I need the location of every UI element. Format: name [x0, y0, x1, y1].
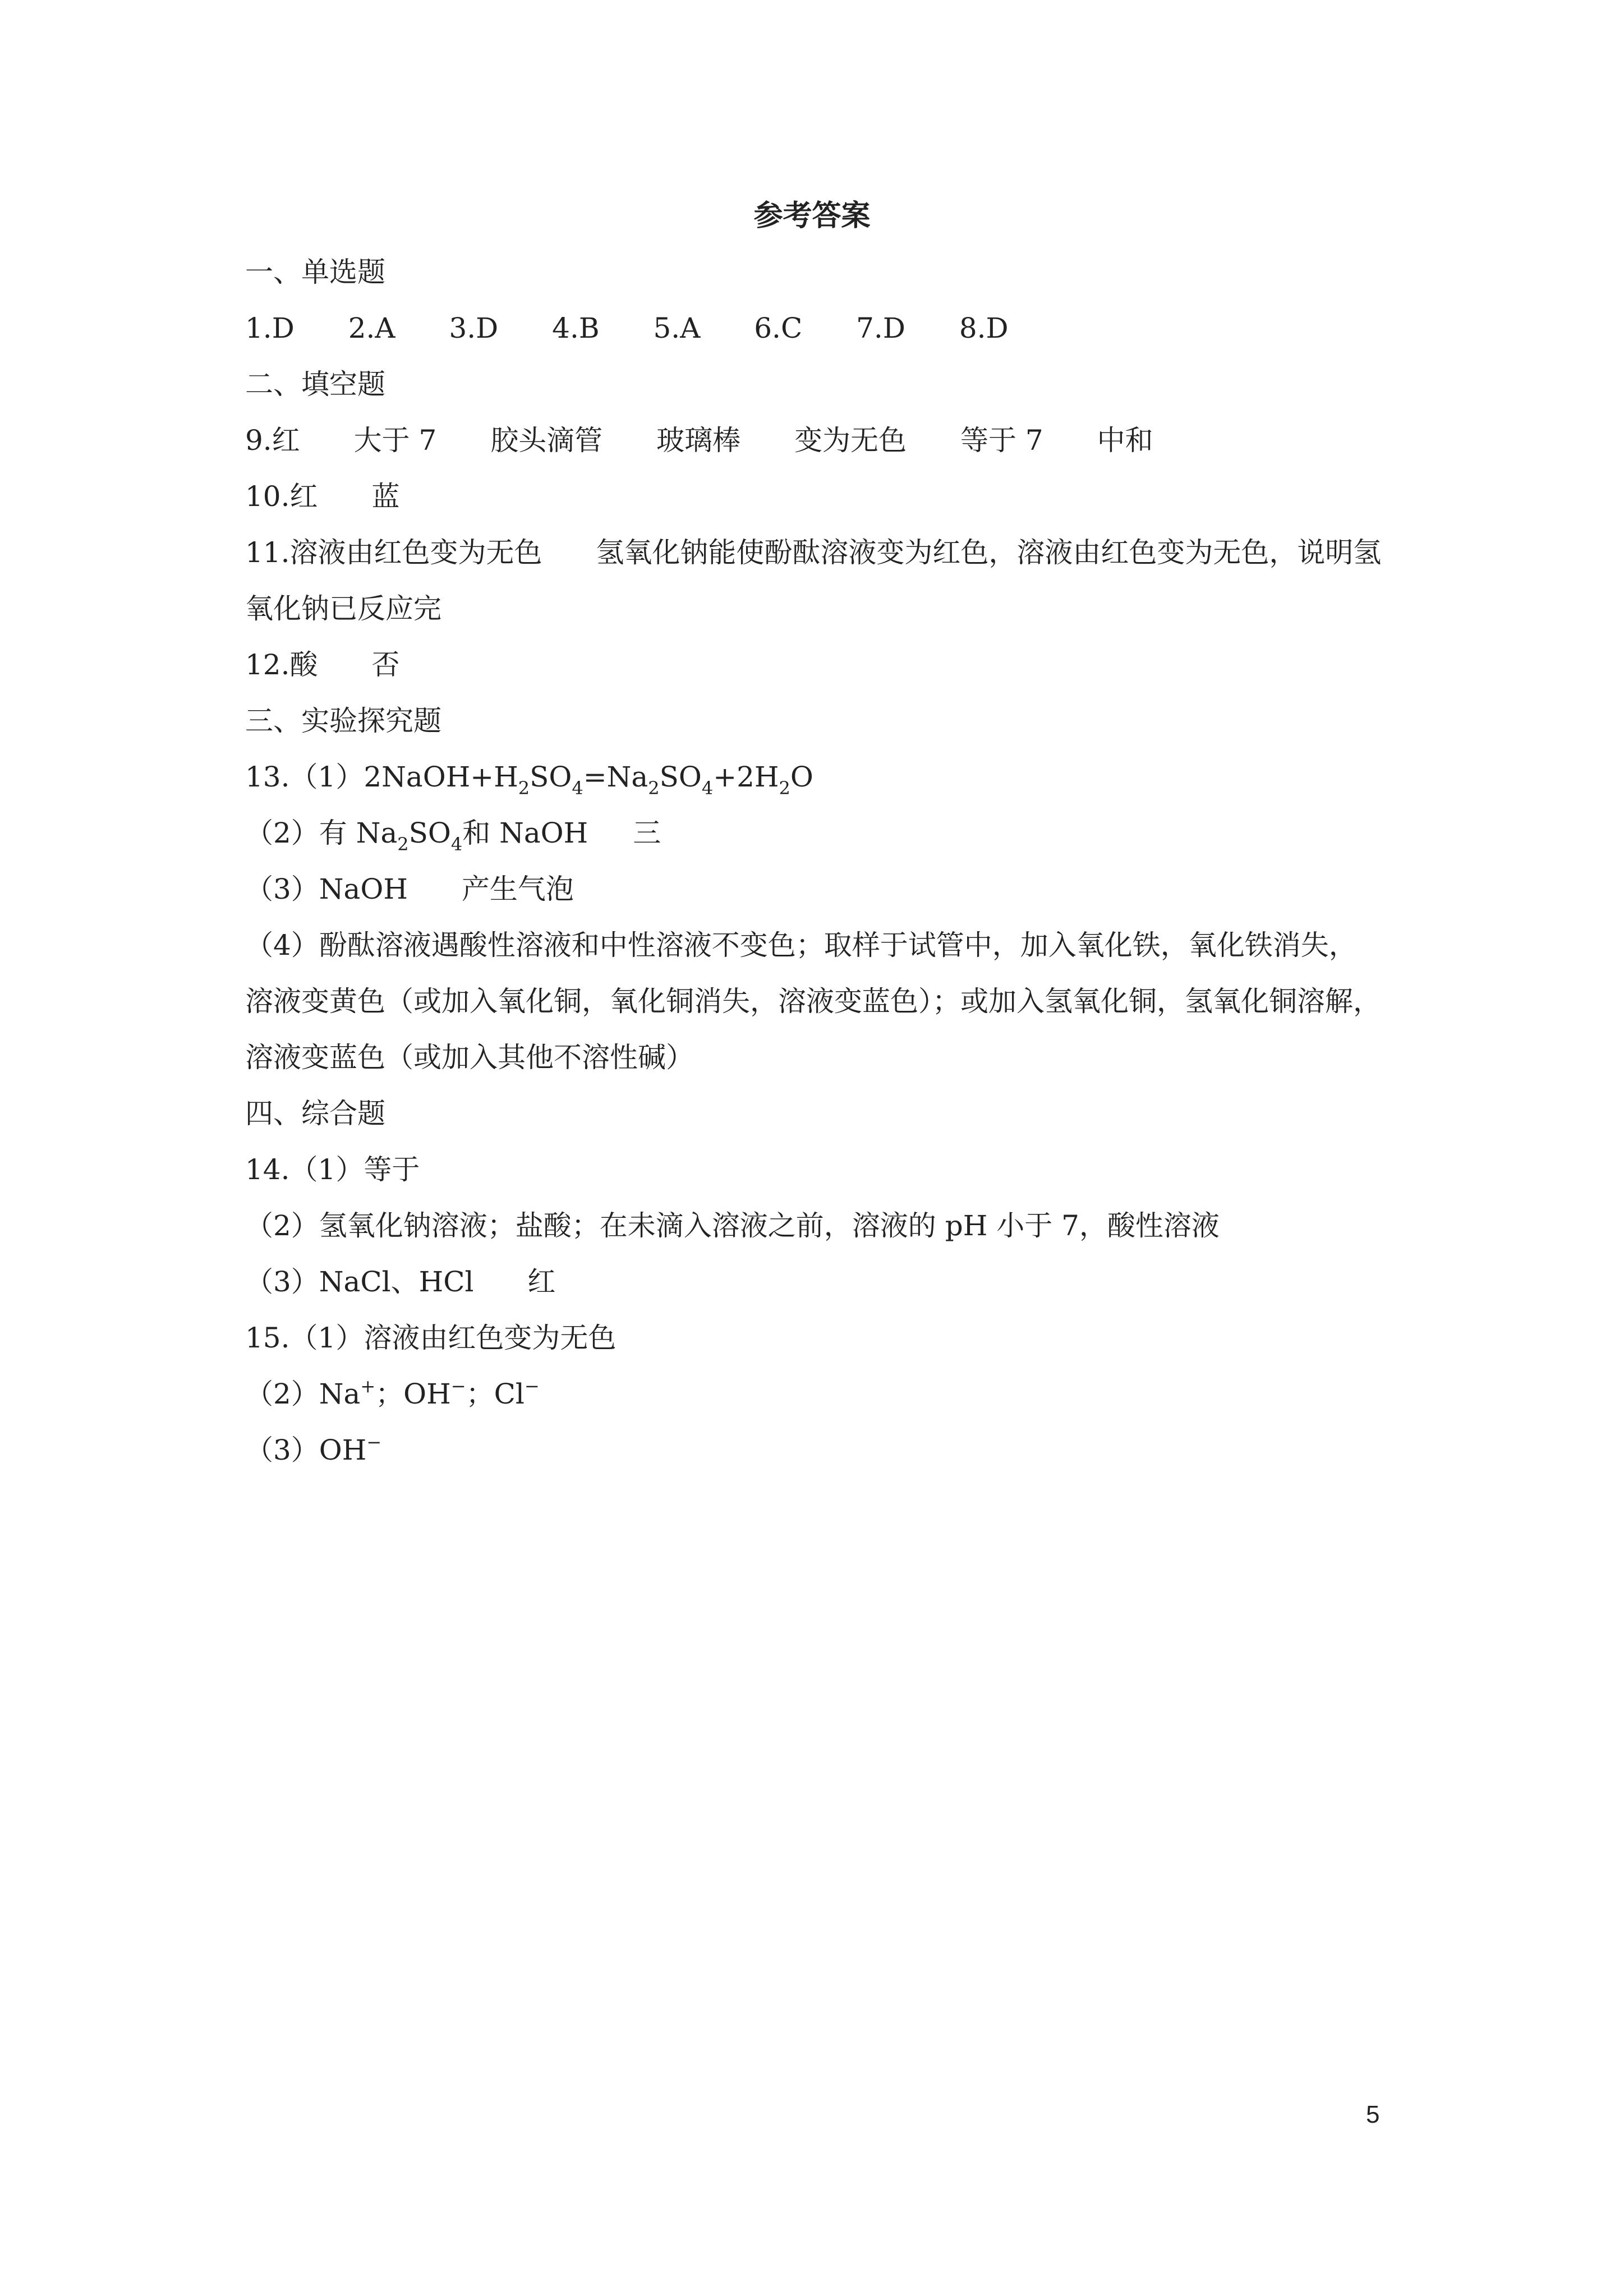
answer-8: 8.D: [959, 312, 1009, 344]
page-title: 参考答案: [753, 199, 871, 233]
answer-2: 2.A: [348, 312, 395, 344]
section-heading-single-choice: 一、单选题: [245, 256, 385, 288]
answer-13-2: （2）有 $Na_2SO_4$和 NaOH 三: [245, 817, 661, 855]
answer-13-4-line-2: 溶液变黄色（或加入氧化铜，氧化铜消失，溶液变蓝色）；或加入氢氧化铜，氢氧化铜溶解，: [245, 985, 1381, 1018]
answer-14-1: 14.（1）等于: [245, 1153, 420, 1186]
answer-line-11: [245, 530, 1401, 575]
answer-9-part: 大于 7: [353, 424, 437, 457]
answer-11-part: 11.溶液由红色变为无色: [245, 536, 542, 569]
answer-line-10: [245, 474, 1401, 519]
answer-9-part: 变为无色: [794, 424, 907, 457]
answer-11-part: 氢氧化钠能使酚酞溶液变为红色，溶液由红色变为无色，说明氢: [596, 536, 1382, 569]
answer-6: 6.C: [754, 312, 803, 344]
answer-7: 7.D: [856, 312, 905, 344]
answer-4: 4.B: [552, 312, 600, 344]
answer-15-2: （2）Na+；OH−；Cl−: [245, 1375, 540, 1410]
section-heading-comprehensive: 四、综合题: [245, 1097, 385, 1130]
answer-14-3: （3）NaCl、HCl 红: [245, 1266, 556, 1298]
section-heading-experiment: 三、实验探究题: [245, 705, 441, 737]
answer-3: 3.D: [449, 312, 499, 344]
answer-9-part: 等于 7: [960, 424, 1043, 457]
answer-line-12: [245, 642, 1401, 687]
answer-13-1-equation: $13.(1)2NaOH+H_2SO_4=Na_2SO_4+2H_2O$: [245, 761, 813, 799]
answer-1: 1.D: [245, 312, 295, 344]
answer-10-part: 蓝: [371, 480, 400, 513]
answer-15-3: （3）OH−: [245, 1432, 382, 1466]
answer-15-1: 15.（1）溶液由红色变为无色: [245, 1322, 617, 1354]
answer-10-part: 10.红: [245, 480, 318, 513]
answer-13-4-line-1: （4）酚酞溶液遇酸性溶液和中性溶液不变色；取样于试管中，加入氧化铁，氧化铁消失，: [245, 929, 1357, 961]
answer-9-part: 9.红: [245, 424, 300, 457]
answer-9-part: 中和: [1097, 424, 1153, 457]
answer-line-11-continued: 氧化钠已反应完: [245, 592, 441, 625]
answer-9-part: 玻璃棒: [656, 424, 741, 457]
answer-13-3: （3）NaOH 产生气泡: [245, 873, 574, 905]
answer-14-2: （2）氢氧化钠溶液；盐酸；在未滴入溶液之前，溶液的 pH 小于 7，酸性溶液: [245, 1209, 1220, 1242]
answer-5: 5.A: [653, 312, 701, 344]
answer-13-4-line-3: 溶液变蓝色（或加入其他不溶性碱）: [245, 1041, 694, 1074]
answer-line-9: [245, 418, 1401, 463]
answer-12-part: 12.酸: [245, 648, 318, 681]
multiple-choice-answers: [245, 306, 1401, 351]
page-number: 5: [1366, 2101, 1380, 2128]
section-heading-fill-blank: 二、填空题: [245, 368, 385, 401]
answer-9-part: 胶头滴管: [490, 424, 603, 457]
answer-12-part: 否: [371, 648, 400, 681]
